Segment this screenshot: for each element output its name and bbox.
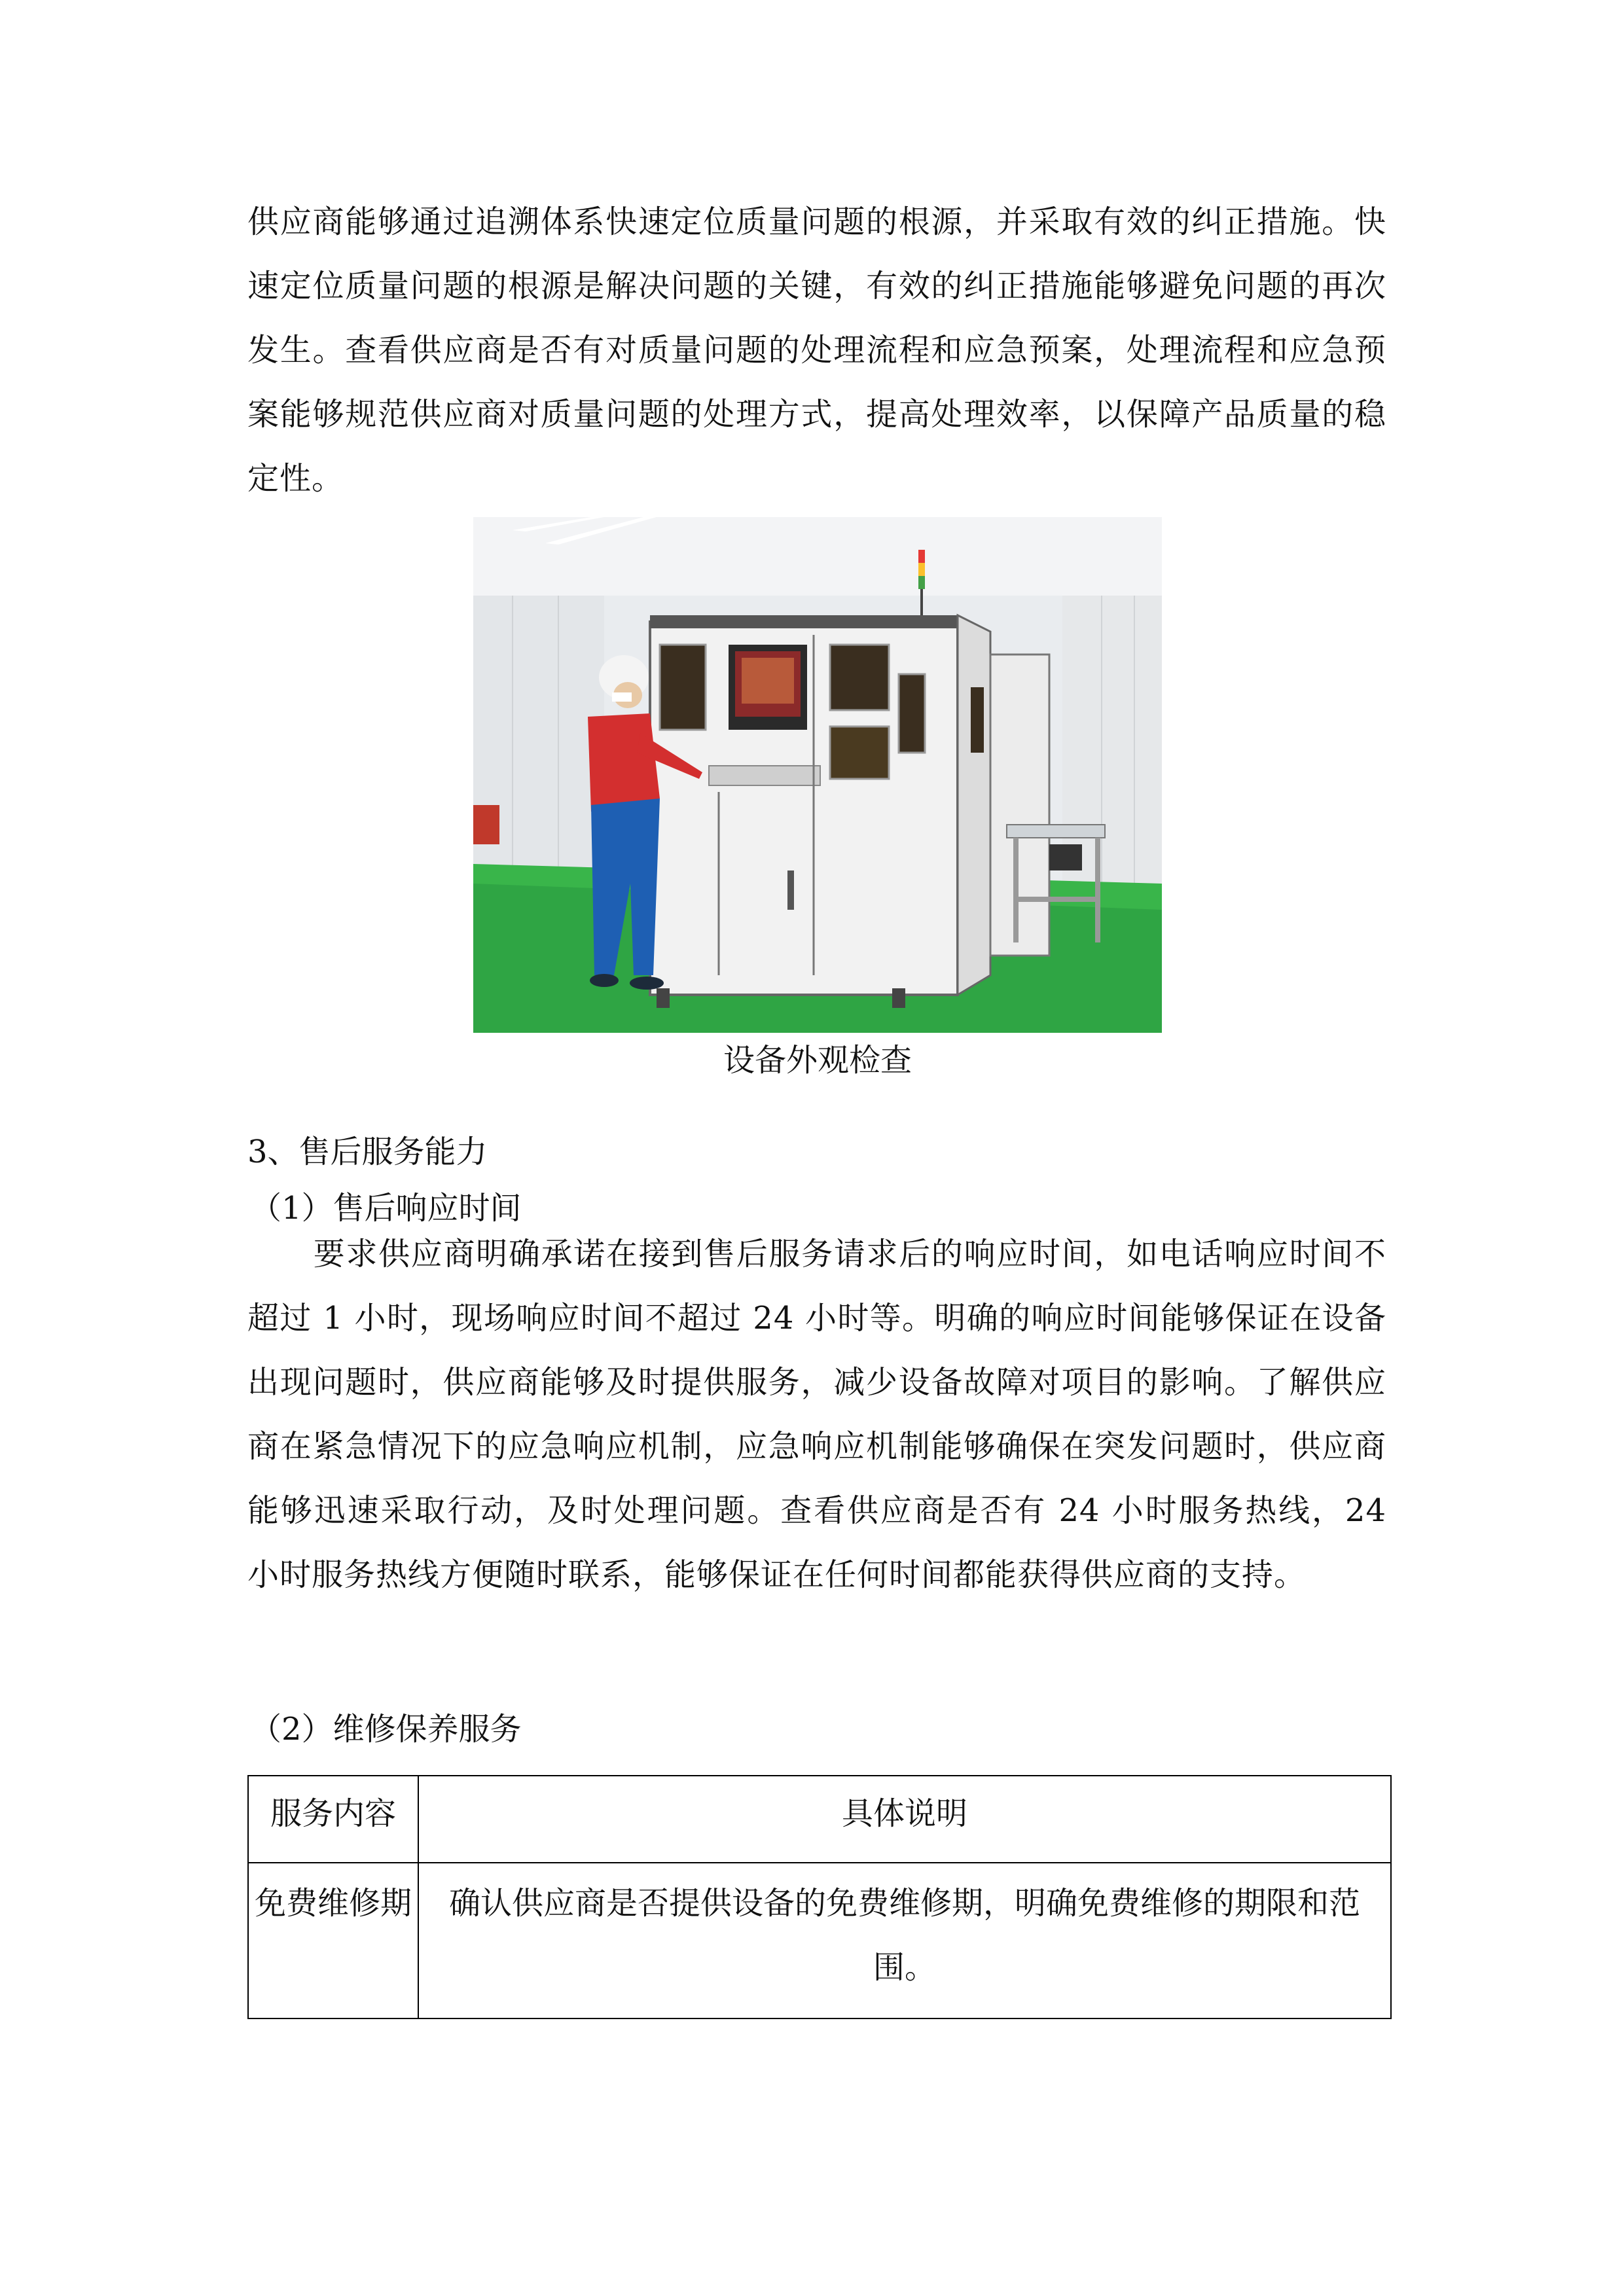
subsection-heading-1: （1）售后响应时间 [250,1190,522,1227]
figure-caption: 设备外观检查 [723,1042,912,1079]
table-row [248,1863,1391,2018]
table-header-cell: 服务内容 [248,1776,418,1863]
equipment-photo [473,517,1162,1033]
table-cell: 免费维修期 [248,1863,418,2018]
response-time-text: 要求供应商明确承诺在接到售后服务请求后的响应时间，如电话响应时间不超过 1 小时，现场响应时间不超过 24 小时等。明确的响应时间能够保证在设备出现问题时，供应商能够及时提供服务，减少设备故障对项目的影响。了解供应商在紧急情况下的应急响应机制，应急响应机制能够确保在突发问题时，供应商能够迅速采取行动，及时处理问题。查看供应商是否有 24 小时服务热线，24 小时服务热线方便随时联系，能够保证在任何时间都能获得供应商的支持。 [247,1236,1386,1593]
table-cell: 确认供应商是否提供设备的免费维修期，明确免费维修的期限和范围。 [418,1863,1391,2018]
subsection-heading-2: （2）维修保养服务 [250,1711,522,1748]
section-heading: 3、售后服务能力 [247,1134,488,1170]
response-time-paragraph [247,1222,1386,1607]
table-header-cell: 具体说明 [418,1776,1391,1863]
maintenance-service-table [247,1775,1392,2019]
table-header-row [248,1776,1391,1863]
intro-paragraph: 供应商能够通过追溯体系快速定位质量问题的根源，并采取有效的纠正措施。快速定位质量问题的根源是解决问题的关键，有效的纠正措施能够避免问题的再次发生。查看供应商是否有对质量问题的处理流程和应急预案，处理流程和应急预案能够规范供应商对质量问题的处理方式，提高处理效率，以保障产品质量的稳定性。 [247,204,1386,497]
